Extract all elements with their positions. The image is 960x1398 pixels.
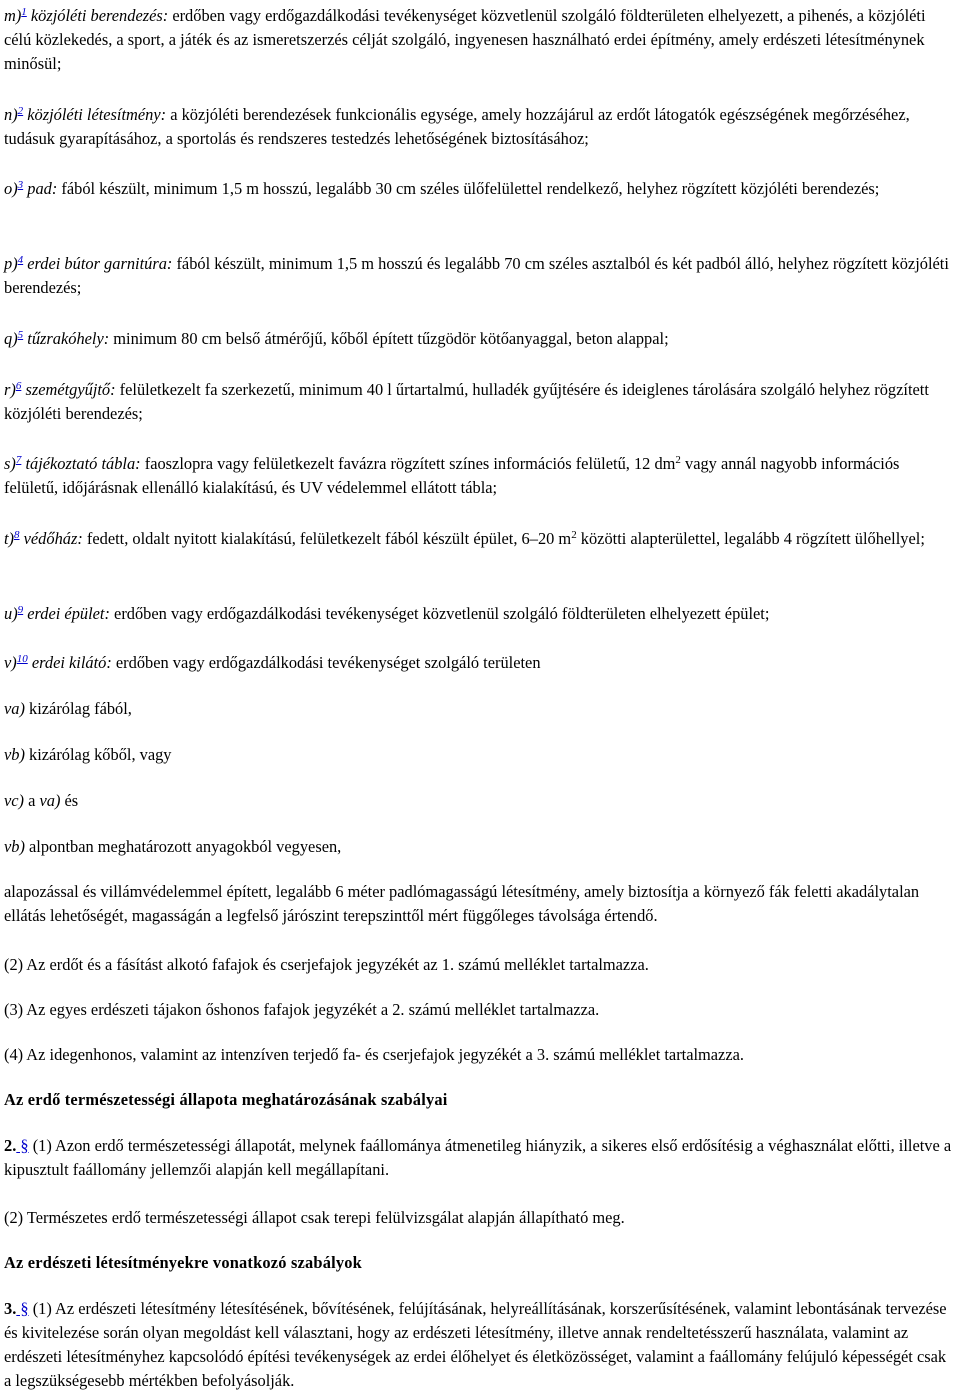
subitem-text: a [24, 791, 40, 810]
section-text: (1) Az erdészeti létesítmény létesítésének, bővítésének, felújításának, helyreállításának, korszerűsítésének, valamint lebontásának tervezése és kivitelezése során olyan megoldást kell választani, hogy az erdészeti létesítmény, illetve annak rendeltetésszerű használata, valamint az erdészeti létesítményhez kapcsolódó építési tevékenységek az erdei élőhelyet és életközösséget, valamint a faállomány felújuló képességét csak a legszükségesebb mértékben befolyásolják. [4, 1299, 947, 1390]
item-marker: va) [4, 699, 25, 718]
list-item-q [4, 327, 669, 351]
defined-term: tűzrakóhely: [27, 329, 110, 348]
subitem-text: alpontban meghatározott anyagokból vegyesen, [24, 837, 342, 856]
item-marker: v) [4, 653, 17, 672]
section-heading: Az erdészeti létesítményekre vonatkozó szabályok [4, 1253, 362, 1272]
superscript: 2 [675, 454, 681, 466]
list-item-v [4, 651, 541, 675]
defined-term: pad: [27, 179, 58, 198]
section-3-paragraph-1 [4, 1297, 956, 1393]
footnote-link[interactable]: 1 [21, 6, 27, 18]
paragraph-3: (3) Az egyes erdészeti tájakon őshonos fafajok jegyzékét a 2. számú melléklet tartalmazza. [4, 1000, 600, 1019]
section-2-paragraph-2: (2) Természetes erdő természetességi állapot csak terepi felülvizsgálat alapján állapítható meg. [4, 1208, 625, 1227]
definition-text: fából készült, minimum 1,5 m hosszú, legalább 30 cm széles ülőfelülettel rendelkező, helyhez rögzített közjóléti berendezés; [57, 179, 880, 198]
definition-text: fából készült, minimum 1,5 m hosszú és legalább 70 cm széles asztalból és két padból álló, helyhez rögzített közjóléti berendezés; [4, 254, 949, 297]
footnote-link[interactable]: 4 [17, 254, 24, 266]
item-marker: vb) [4, 837, 25, 856]
defined-term: védőház: [23, 529, 83, 548]
footnote-link[interactable]: 7 [15, 454, 22, 466]
section-sign-link[interactable]: § [16, 1136, 29, 1155]
list-item-m [4, 4, 956, 76]
definition-text: minimum 80 cm belső átmérőjű, kőből épített tűzgödör kötőanyaggal, beton alappal; [109, 329, 669, 348]
item-marker: vb) [4, 745, 25, 764]
subitem-vb [4, 743, 172, 767]
subitem-text: és [60, 791, 79, 810]
section-text: (1) Azon erdő természetességi állapotát, melynek faállománya átmenetileg hiányzik, a sikeres első erdősítésig a véghasználat előtti, illetve a kipusztult faállomány jellemzői alapján kell megállapítani. [4, 1136, 952, 1179]
subitem-vb-second [4, 835, 341, 859]
definition-text: faoszlopra vagy felületkezelt favázra rögzített színes információs felületű, 12 dm [140, 454, 676, 473]
section-number: 3. [4, 1299, 17, 1318]
paragraph-2: (2) Az erdőt és a fásítást alkotó fafajok és cserjefajok jegyzékét az 1. számú melléklet tartalmazza. [4, 955, 649, 974]
definition-text: fedett, oldalt nyitott kialakítású, felületkezelt fából készült épület, 6–20 m [82, 529, 572, 548]
list-item-n [4, 103, 956, 151]
definition-text: közötti alapterülettel, legalább 4 rögzített ülőhellyel; [576, 529, 925, 548]
list-item-r [4, 378, 956, 426]
section-number: 2. [4, 1136, 17, 1155]
definition-text: a közjóléti berendezések funkcionális egysége, amely hozzájárul az erdőt látogatók egészségének megőrzéséhez, tudásuk gyarapításához, a sportolás és rendszeres testedzés lehetőségének biztosításához; [4, 105, 910, 148]
item-marker: o) [4, 179, 18, 198]
paragraph-4: (4) Az idegenhonos, valamint az intenzíven terjedő fa- és cserjefajok jegyzékét a 3. számú melléklet tartalmazza. [4, 1045, 744, 1064]
section-sign-link[interactable]: § [16, 1299, 29, 1318]
subitem-va [4, 697, 132, 721]
subitem-text: kizárólag fából, [24, 699, 132, 718]
defined-term: erdei kilátó: [31, 653, 112, 672]
superscript: 2 [571, 529, 577, 541]
section-2-paragraph-1 [4, 1134, 956, 1182]
footnote-link[interactable]: 3 [17, 179, 24, 191]
footnote-link[interactable]: 10 [16, 653, 28, 665]
footnote-link[interactable]: 6 [15, 380, 22, 392]
footnote-link[interactable]: 2 [17, 105, 24, 117]
footnote-link[interactable]: 5 [17, 329, 24, 341]
subitem-ref: va) [39, 791, 61, 810]
item-marker: s) [4, 454, 16, 473]
item-marker: vc) [4, 791, 25, 810]
subitem-text: kizárólag kőből, vagy [24, 745, 172, 764]
defined-term: tájékoztató tábla: [25, 454, 141, 473]
item-marker: p) [4, 254, 18, 273]
section-heading: Az erdő természetességi állapota meghatározásának szabályai [4, 1090, 448, 1109]
list-item-p [4, 252, 956, 300]
item-marker: m) [4, 6, 22, 25]
defined-term: közjóléti létesítmény: [27, 105, 167, 124]
list-item-o [4, 177, 879, 201]
subitem-vc [4, 789, 78, 813]
definition-text: erdőben vagy erdőgazdálkodási tevékenységet közvetlenül szolgáló földterületen elhelyezett épület; [109, 604, 770, 623]
footnote-link[interactable]: 9 [17, 604, 24, 616]
item-marker: t) [4, 529, 15, 548]
item-v-continuation: alapozással és villámvédelemmel épített, legalább 6 méter padlómagasságú létesítmény, amely biztosítja a környező fák feletti akadálytalan ellátás lehetőségét, magasságán a legfelső járószint terepszinttől mért függőleges távolsága értendő. [4, 882, 920, 925]
defined-term: szemétgyűjtő: [25, 380, 116, 399]
footnote-link[interactable]: 8 [14, 529, 20, 541]
item-marker: q) [4, 329, 18, 348]
item-marker: r) [4, 380, 16, 399]
item-marker: u) [4, 604, 18, 623]
defined-term: erdei épület: [27, 604, 110, 623]
definition-text: vagy annál nagyobb információs felületű, időjárásnak ellenálló kialakítású, és UV védelemmel ellátott tábla; [4, 454, 900, 497]
definition-text: felületkezelt fa szerkezetű, minimum 40 l űrtartalmú, hulladék gyűjtésére és ideiglenes tárolására szolgáló helyhez rögzített közjóléti berendezés; [4, 380, 929, 423]
list-item-s [4, 452, 956, 500]
item-marker: n) [4, 105, 18, 124]
list-item-t [4, 527, 925, 551]
definition-text: erdőben vagy erdőgazdálkodási tevékenységet közvetlenül szolgáló földterületen elhelyezett, a pihenés, a közjóléti célú közlekedés, a sport, a játék és az ismeretszerzés célját szolgáló, ingyenesen használható erdei építmény, amely erdészeti létesítménynek minősül; [4, 6, 926, 73]
definition-text: erdőben vagy erdőgazdálkodási tevékenységet szolgáló területen [111, 653, 541, 672]
list-item-u [4, 602, 769, 626]
defined-term: közjóléti berendezés: [30, 6, 169, 25]
defined-term: erdei bútor garnitúra: [27, 254, 173, 273]
